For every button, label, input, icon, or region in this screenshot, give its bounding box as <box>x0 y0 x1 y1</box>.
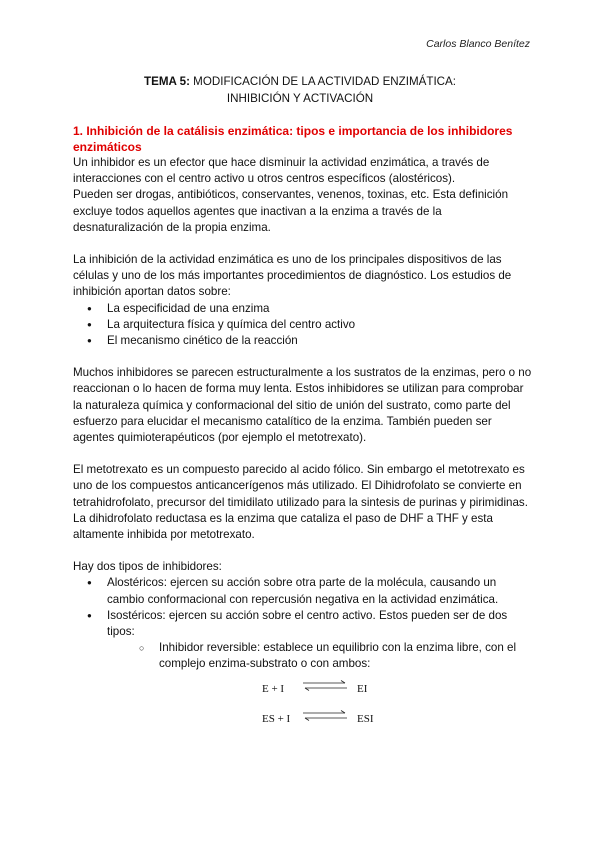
inhibitor-types-list <box>73 575 535 672</box>
equation-right: EI <box>357 682 368 695</box>
sub-list <box>107 640 535 672</box>
page-title <box>0 73 600 107</box>
title-line-1 <box>0 73 600 90</box>
title-label: TEMA 5: <box>144 75 190 88</box>
document-body <box>73 123 535 733</box>
equilibrium-arrows-icon <box>301 679 349 693</box>
equation-right: ESI <box>357 712 374 725</box>
equation-1 <box>73 673 535 703</box>
list-item: ● Alostéricos: ejercen su acción sobre otra parte de la molécula, causando un cambio conformacional con repercusión negativa en la actividad enzimática. <box>73 575 535 607</box>
equilibrium-arrows-icon <box>301 709 349 723</box>
paragraph-4: Muchos inhibidores se parecen estructuralmente a los sustratos de la enzimas, pero o no reaccionan o lo hacen de forma muy lenta. Estos inhibidores se utilizan para comprobar la naturaleza química y conformacional del sitio de unión del sustrato, como parte del esfuerzo para elucidar el mecanismo catalítico de la enzima. También pueden ser agentes quimioterapéuticos (por ejemplo el metotrexato). <box>73 366 532 445</box>
title-text-1: MODIFICACIÓN DE LA ACTIVIDAD ENZIMÁTICA: <box>189 75 456 88</box>
paragraph-2: Pueden ser drogas, antibióticos, conservantes, venenos, toxinas, etc. Esta definición excluye todos aquellos agentes que inactivan a la enzima a través de la desnaturalización de la propia enzima. <box>73 188 509 234</box>
author-name: Carlos Blanco Benítez <box>426 38 530 50</box>
list-item: ● La arquitectura física y química del centro activo <box>73 317 535 333</box>
equation-left: ES + I <box>262 712 291 725</box>
list-item <box>73 608 535 673</box>
data-list <box>73 301 535 350</box>
list-item-text: Isostéricos: ejercen su acción sobre el centro activo. Estos pueden ser de dos tipos: <box>107 608 508 639</box>
sub-list-item: ○ Inhibidor reversible: establece un equilibrio con la enzima libre, con el complejo enzima-substrato o con ambos: <box>125 640 535 672</box>
paragraph-5: El metotrexato es un compuesto parecido al acido fólico. Sin embargo el metotrexato es uno de los compuestos anticancerígenos más utilizado. El Dihidrofolato se convierte en tetrahidrofolato, precursor del timidilato utilizado para la sintesis de purinas y pirimidinas. La dihidrofolato reductasa es la enzima que cataliza el paso de DHF a THF y esta altamente inhibida por metotrexato. <box>73 463 528 542</box>
equation-2 <box>73 703 535 733</box>
equation-left: E + I <box>262 682 285 695</box>
section-heading: 1. Inhibición de la catálisis enzimática: tipos e importancia de los inhibidores enzimáticos <box>73 124 513 154</box>
paragraph-6: Hay dos tipos de inhibidores: <box>73 560 222 574</box>
paragraph-1: Un inhibidor es un efector que hace disminuir la actividad enzimática, a través de interacciones con el centro activo u otros centros específicos (alostéricos). <box>73 156 490 186</box>
list-item: ● El mecanismo cinético de la reacción <box>73 333 535 349</box>
paragraph-3: La inhibición de la actividad enzimática es uno de los principales dispositivos de las células y uno de los más importantes procedimientos de diagnóstico. Los estudios de inhibición aportan datos sobre: <box>73 253 512 299</box>
list-item: ● La especificidad de una enzima <box>73 301 535 317</box>
title-line-2: INHIBICIÓN Y ACTIVACIÓN <box>226 92 374 105</box>
